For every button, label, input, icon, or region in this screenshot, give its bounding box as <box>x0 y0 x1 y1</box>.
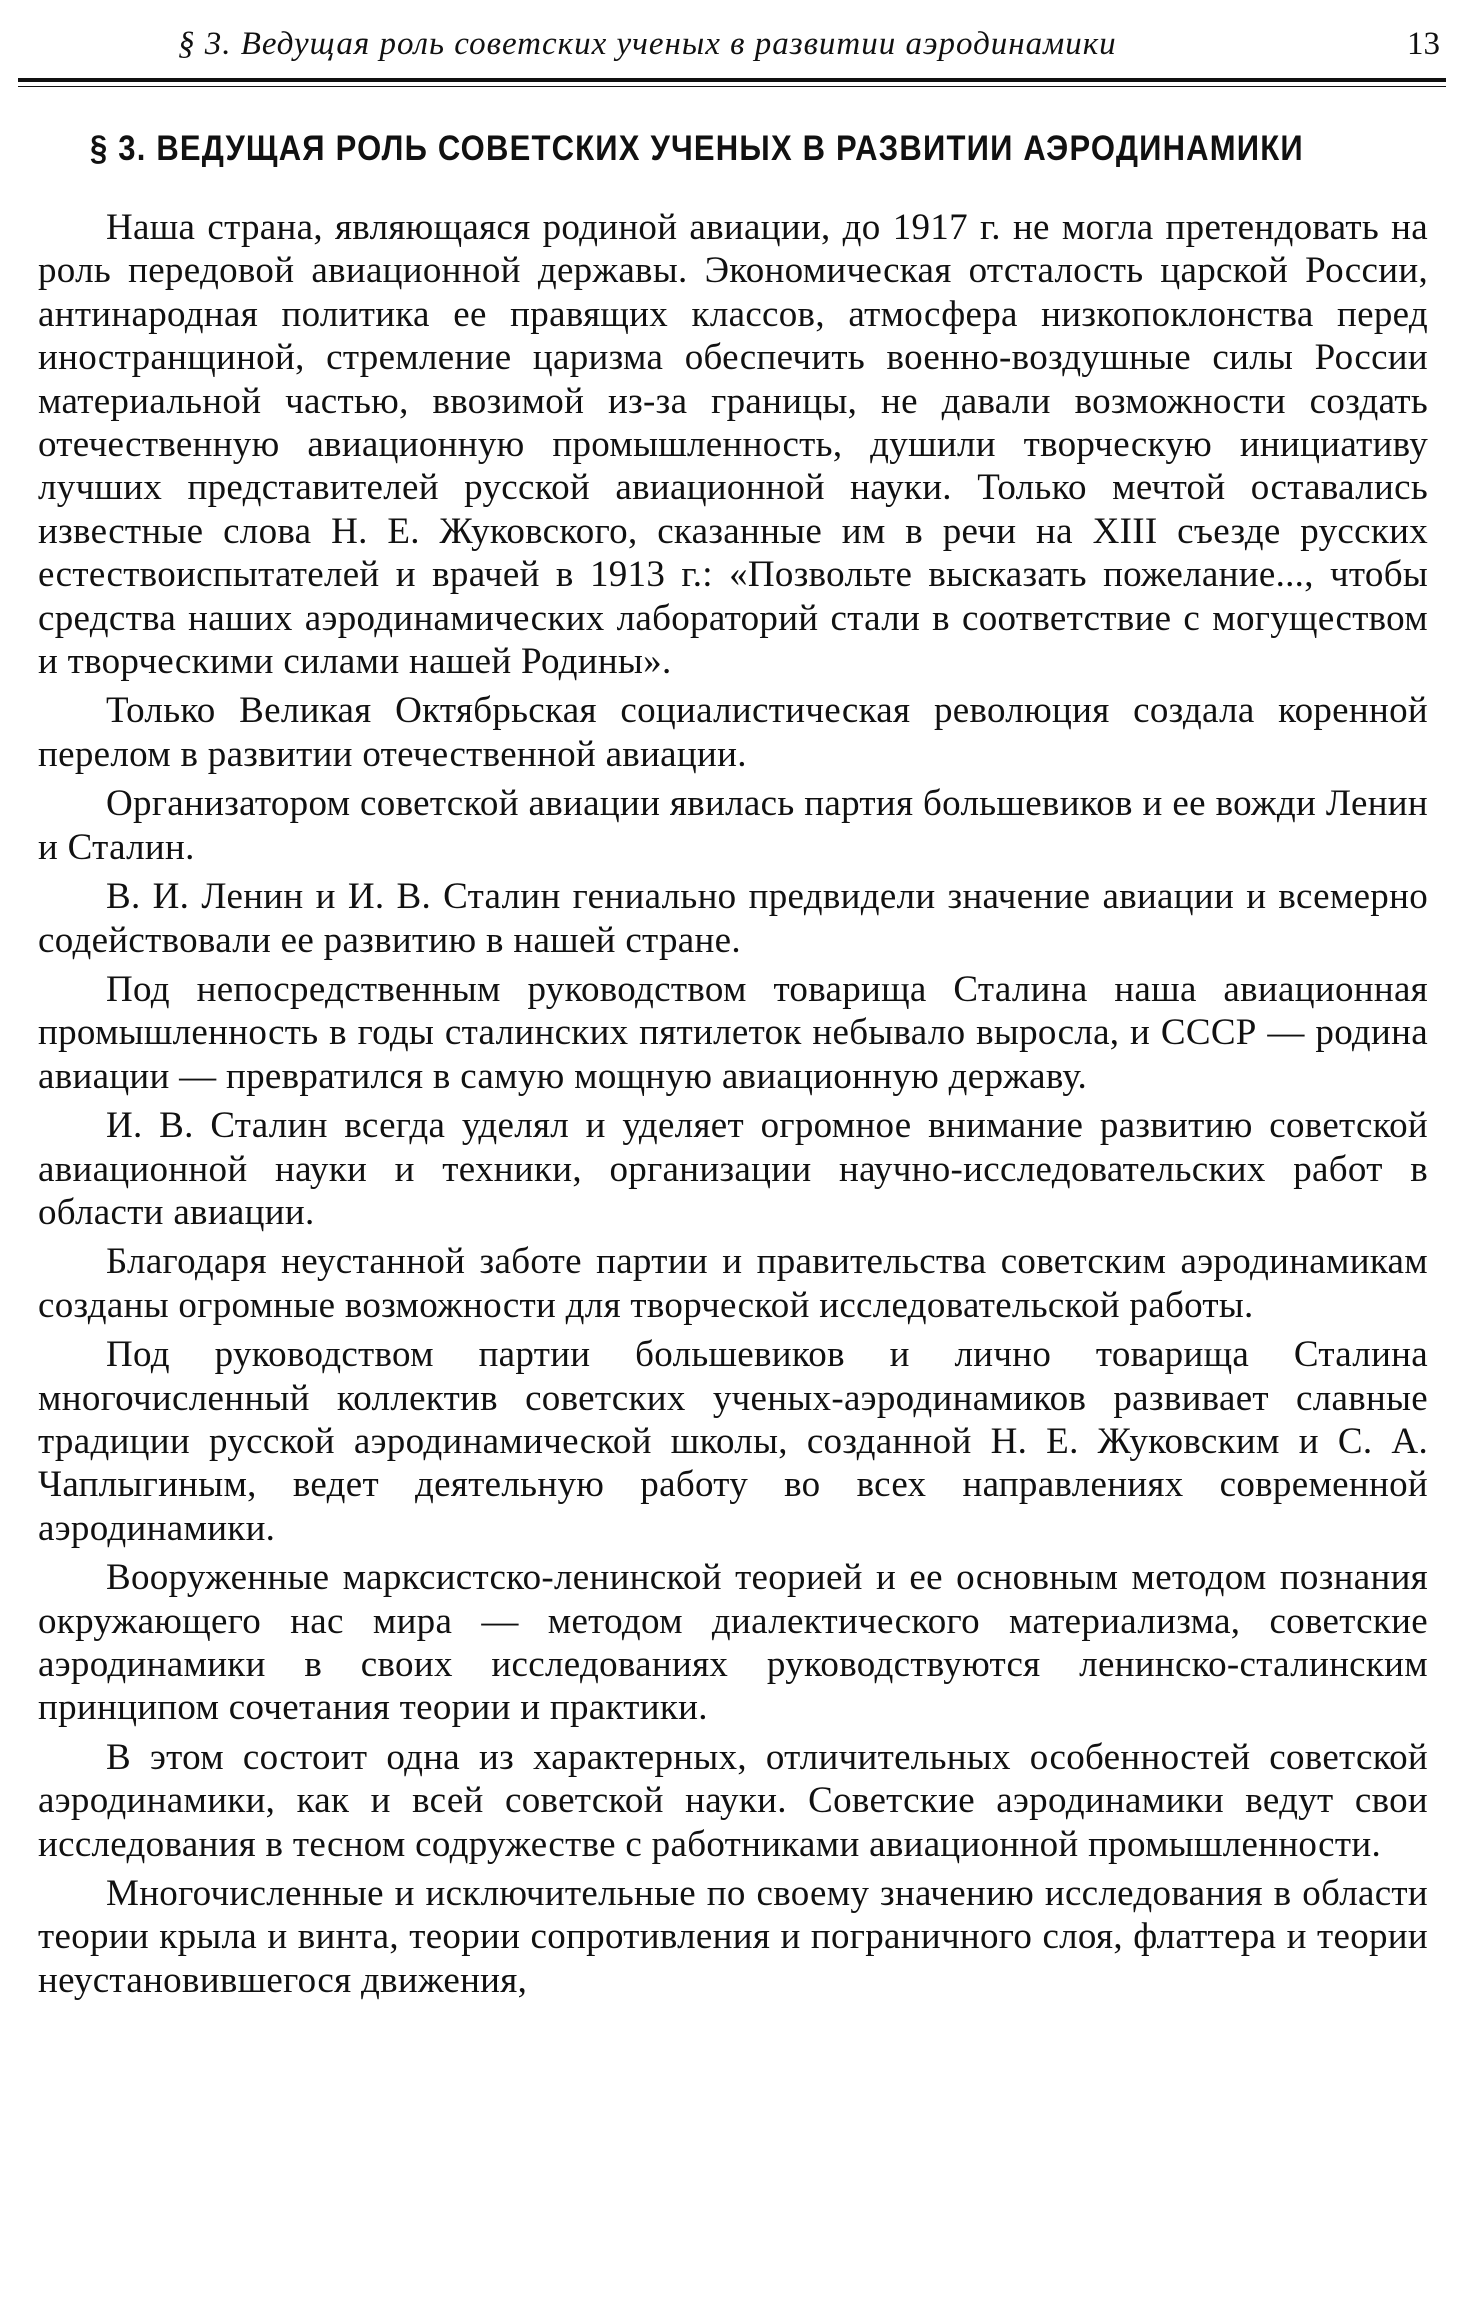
paragraph-2: Только Великая Октябрьская социалистическая революция создала коренной перелом в развитии отечественной авиации. <box>38 690 1428 775</box>
header-rule-thick <box>18 78 1446 82</box>
paragraph-9: Вооруженные марксистско-ленинской теорией и ее основным методом познания окружающего нас мира — методом диалектического материализма, советские аэродинамики в своих исследованиях руководствуются ленинско-сталинским принципом сочетания теории и практики. <box>38 1557 1428 1729</box>
paragraph-7: Благодаря неустанной заботе партии и правительства советским аэродинамикам созданы огромные возможности для творческой исследовательской работы. <box>38 1241 1428 1326</box>
paragraph-8: Под руководством партии большевиков и лично товарища Сталина многочисленный коллектив советских ученых-аэродинамиков развивает славные традиции русской аэродинамической школы, созданной Н. Е. Жуковским и С. А. Чаплыгиным, ведет деятельную работу во всех направлениях современной аэродинамики. <box>38 1334 1428 1549</box>
body-text <box>38 206 1428 2008</box>
header-rule-thin <box>18 86 1446 87</box>
running-header <box>0 26 1468 76</box>
paragraph-4: В. И. Ленин и И. В. Сталин гениально предвидели значение авиации и всемерно содействовали ее развитию в нашей стране. <box>38 876 1428 961</box>
paragraph-11: Многочисленные и исключительные по своему значению исследования в области теории крыла и винта, теории сопротивления и пограничного слоя, флаттера и теории неустановившегося движения, <box>38 1873 1428 2001</box>
paragraph-5: Под непосредственным руководством товарища Сталина наша авиационная промышленность в годы сталинских пятилеток небывало выросла, и СССР — родина авиации — превратился в самую мощную авиационную державу. <box>38 968 1428 1097</box>
paragraph-3: Организатором советской авиации явилась партия большевиков и ее вожди Ленин и Сталин. <box>38 783 1428 868</box>
section-heading: § 3. ВЕДУЩАЯ РОЛЬ СОВЕТСКИХ УЧЕНЫХ В РАЗВИТИИ АЭРОДИНАМИКИ <box>90 128 1304 169</box>
running-title: § 3. Ведущая роль советских ученых в развитии аэродинамики <box>178 26 1117 62</box>
paragraph-10: В этом состоит одна из характерных, отличительных особенностей советской аэродинамики, как и всей советской науки. Советские аэродинамики ведут свои исследования в тесном содружестве с работниками авиационной промышленности. <box>38 1736 1428 1865</box>
paragraph-6: И. В. Сталин всегда уделял и уделяет огромное внимание развитию советской авиационной науки и техники, организации научно-исследовательских работ в области авиации. <box>38 1105 1428 1233</box>
paragraph-1: Наша страна, являющаяся родиной авиации, до 1917 г. не могла претендовать на роль передовой авиационной державы. Экономическая отсталость царской России, антинародная политика ее правящих классов, атмосфера низкопоклонства перед иностранщиной, стремление царизма обеспечить военно-воздушные силы России материальной частью, ввозимой из-за границы, не давали возможности создать отечественную авиационную промышленность, душили творческую инициативу лучших представителей русской авиационной науки. Только мечтой оставались известные слова Н. Е. Жуковского, сказанные им в речи на XIII съезде русских естествоиспытателей и врачей в 1913 г.: «Позвольте высказать пожелание..., чтобы средства наших аэродинамических лабораторий стали в соответствие с могуществом и творческими силами нашей Родины». <box>38 207 1428 683</box>
page-number: 13 <box>1407 26 1440 62</box>
